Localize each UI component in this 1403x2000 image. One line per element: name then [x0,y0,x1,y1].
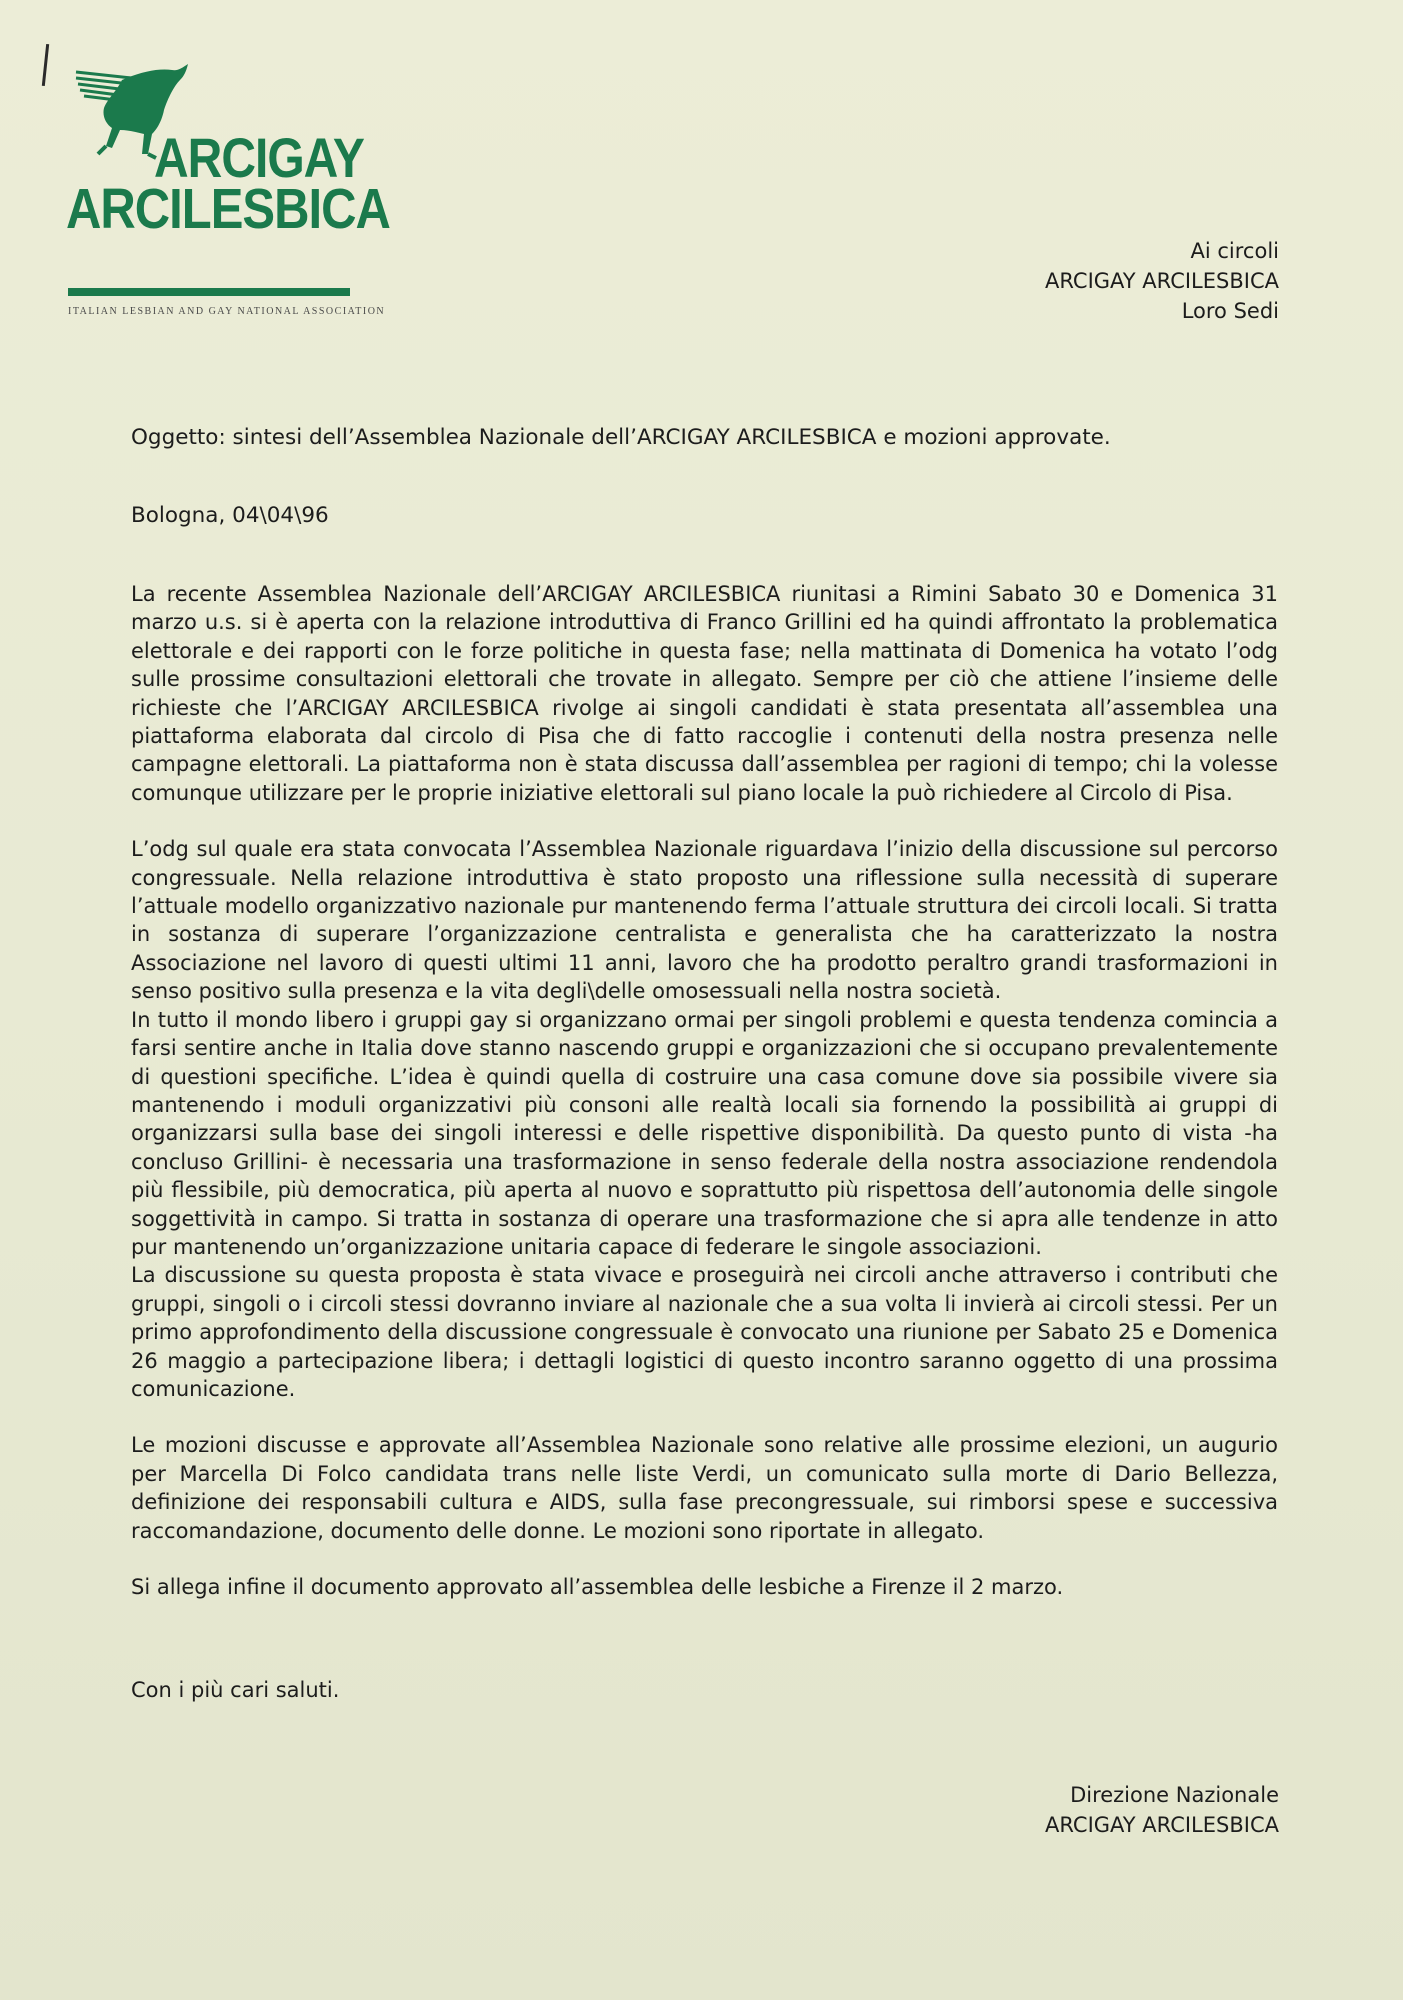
logo-word-arcigay: ARCIGAY [154,128,364,190]
addressee-line-3: Loro Sedi [1181,299,1279,323]
paragraph-6: Si allega infine il documento approvato all’assemblea delle lesbiche a Firenze il 2 marzo. [131,1575,1064,1599]
paragraph-2: L’odg sul quale era stata convocata l’Assemblea Nazionale riguardava l’inizio della discussione sul percorso congressuale. Nella relazione introduttiva è stato proposto una riflessione sulla necessità di superare l’attuale modello organizzativo nazionale pur mantenendo ferma l’attuale struttura dei circoli locali. Si tratta in sostanza di superare l’organizzazione centralista e generalista che ha caratterizzato la nostra Associazione nel lavoro di questi ultimi 11 anni, lavoro che ha prodotto peraltro grandi trasformazioni in senso positivo sulla presenza e la vita degli\delle omosessuali nella nostra società. [131,837,1278,1004]
handwritten-mark [42,44,49,86]
addressee-line-2: ARCIGAY ARCILESBICA [1045,269,1279,293]
paragraph-5: Le mozioni discusse e approvate all’Assemblea Nazionale sono relative alle prossime elezioni, un augurio per Marcella Di Folco candidata trans nelle liste Verdi, un comunicato sulla morte di Dario Bellezza, definizione dei responsabili cultura e AIDS, sulla fase precongressuale, sui rimborsi spese e successiva raccomandazione, documento delle donne. Le mozioni sono riportate in allegato. [131,1433,1278,1543]
paragraph-4: La discussione su questa proposta è stata vivace e proseguirà nei circoli anche attraverso i contributi che gruppi, singoli o i circoli stessi dovranno inviare al nazionale che a sua volta li invierà ai circoli stessi. Per un primo approfondimento della discussione congressuale è convocato una riunione per Sabato 25 e Domenica 26 maggio a partecipazione libera; i dettagli logistici di questo incontro saranno oggetto di una prossima comunicazione. [131,1263,1278,1401]
closing-line: Con i più cari saluti. [131,1678,340,1702]
date-line: Bologna, 04\04\96 [131,503,329,528]
addressee-line-1: Ai circoli [1190,239,1279,263]
letter-body [131,580,1278,1601]
signature-line-2: ARCIGAY ARCILESBICA [1045,1813,1279,1837]
logo-rule [68,288,350,296]
logo-word-arcilesbica: ARCILESBICA [66,178,390,241]
logo-tagline: ITALIAN LESBIAN AND GAY NATIONAL ASSOCIATION [68,306,386,317]
paragraph-1: La recente Assemblea Nazionale dell’ARCIGAY ARCILESBICA riunitasi a Rimini Sabato 30 e Domenica 31 marzo u.s. si è aperta con la relazione introduttiva di Franco Grillini ed ha quindi affrontato la problematica elettorale e dei rapporti con le forze politiche in questa fase; nella mattinata di Domenica ha votato l’odg sulle prossime consultazioni elettorali che trovate in allegato. Sempre per ciò che attiene l’insieme delle richieste che l’ARCIGAY ARCILESBICA rivolge ai singoli candidati è stata presentata all’assemblea una piattaforma elaborata dal circolo di Pisa che di fatto raccoglie i contenuti della nostra presenza nelle campagne elettorali. La piattaforma non è stata discussa dall’assemblea per ragioni di tempo; chi la volesse comunque utilizzare per le proprie iniziative elettorali sul piano locale la può richiedere al Circolo di Pisa. [131,582,1278,805]
arcigay-logo [62,58,390,317]
signature-line-1: Direzione Nazionale [1070,1783,1279,1807]
addressee-block [1045,236,1279,326]
paragraph-3: In tutto il mondo libero i gruppi gay si organizzano ormai per singoli problemi e questa tendenza comincia a farsi sentire anche in Italia dove stanno nascendo gruppi e organizzazioni che si occupano prevalentemente di questioni specifiche. L’idea è quindi quella di costruire una casa comune dove sia possibile vivere sia mantenendo i moduli organizzativi più consoni alle realtà locali sia fornendo la possibilità ai gruppi di organizzarsi sulla base dei singoli interessi e delle rispettive disponibilità. Da questo punto di vista -ha concluso Grillini- è necessaria una trasformazione in senso federale della nostra associazione rendendola più flessibile, più democratica, più aperta al nuovo e soprattutto più rispettosa dell’autonomia delle singole soggettività in campo. Si tratta in sostanza di operare una trasformazione che si apra alle tendenze in atto pur mantenendo un’organizzazione unitaria capace di federare le singole associazioni. [131,1007,1278,1259]
subject-line: Oggetto: sintesi dell’Assemblea Nazionale dell’ARCIGAY ARCILESBICA e mozioni approvate. [131,425,1111,450]
signature-block [1045,1780,1279,1840]
